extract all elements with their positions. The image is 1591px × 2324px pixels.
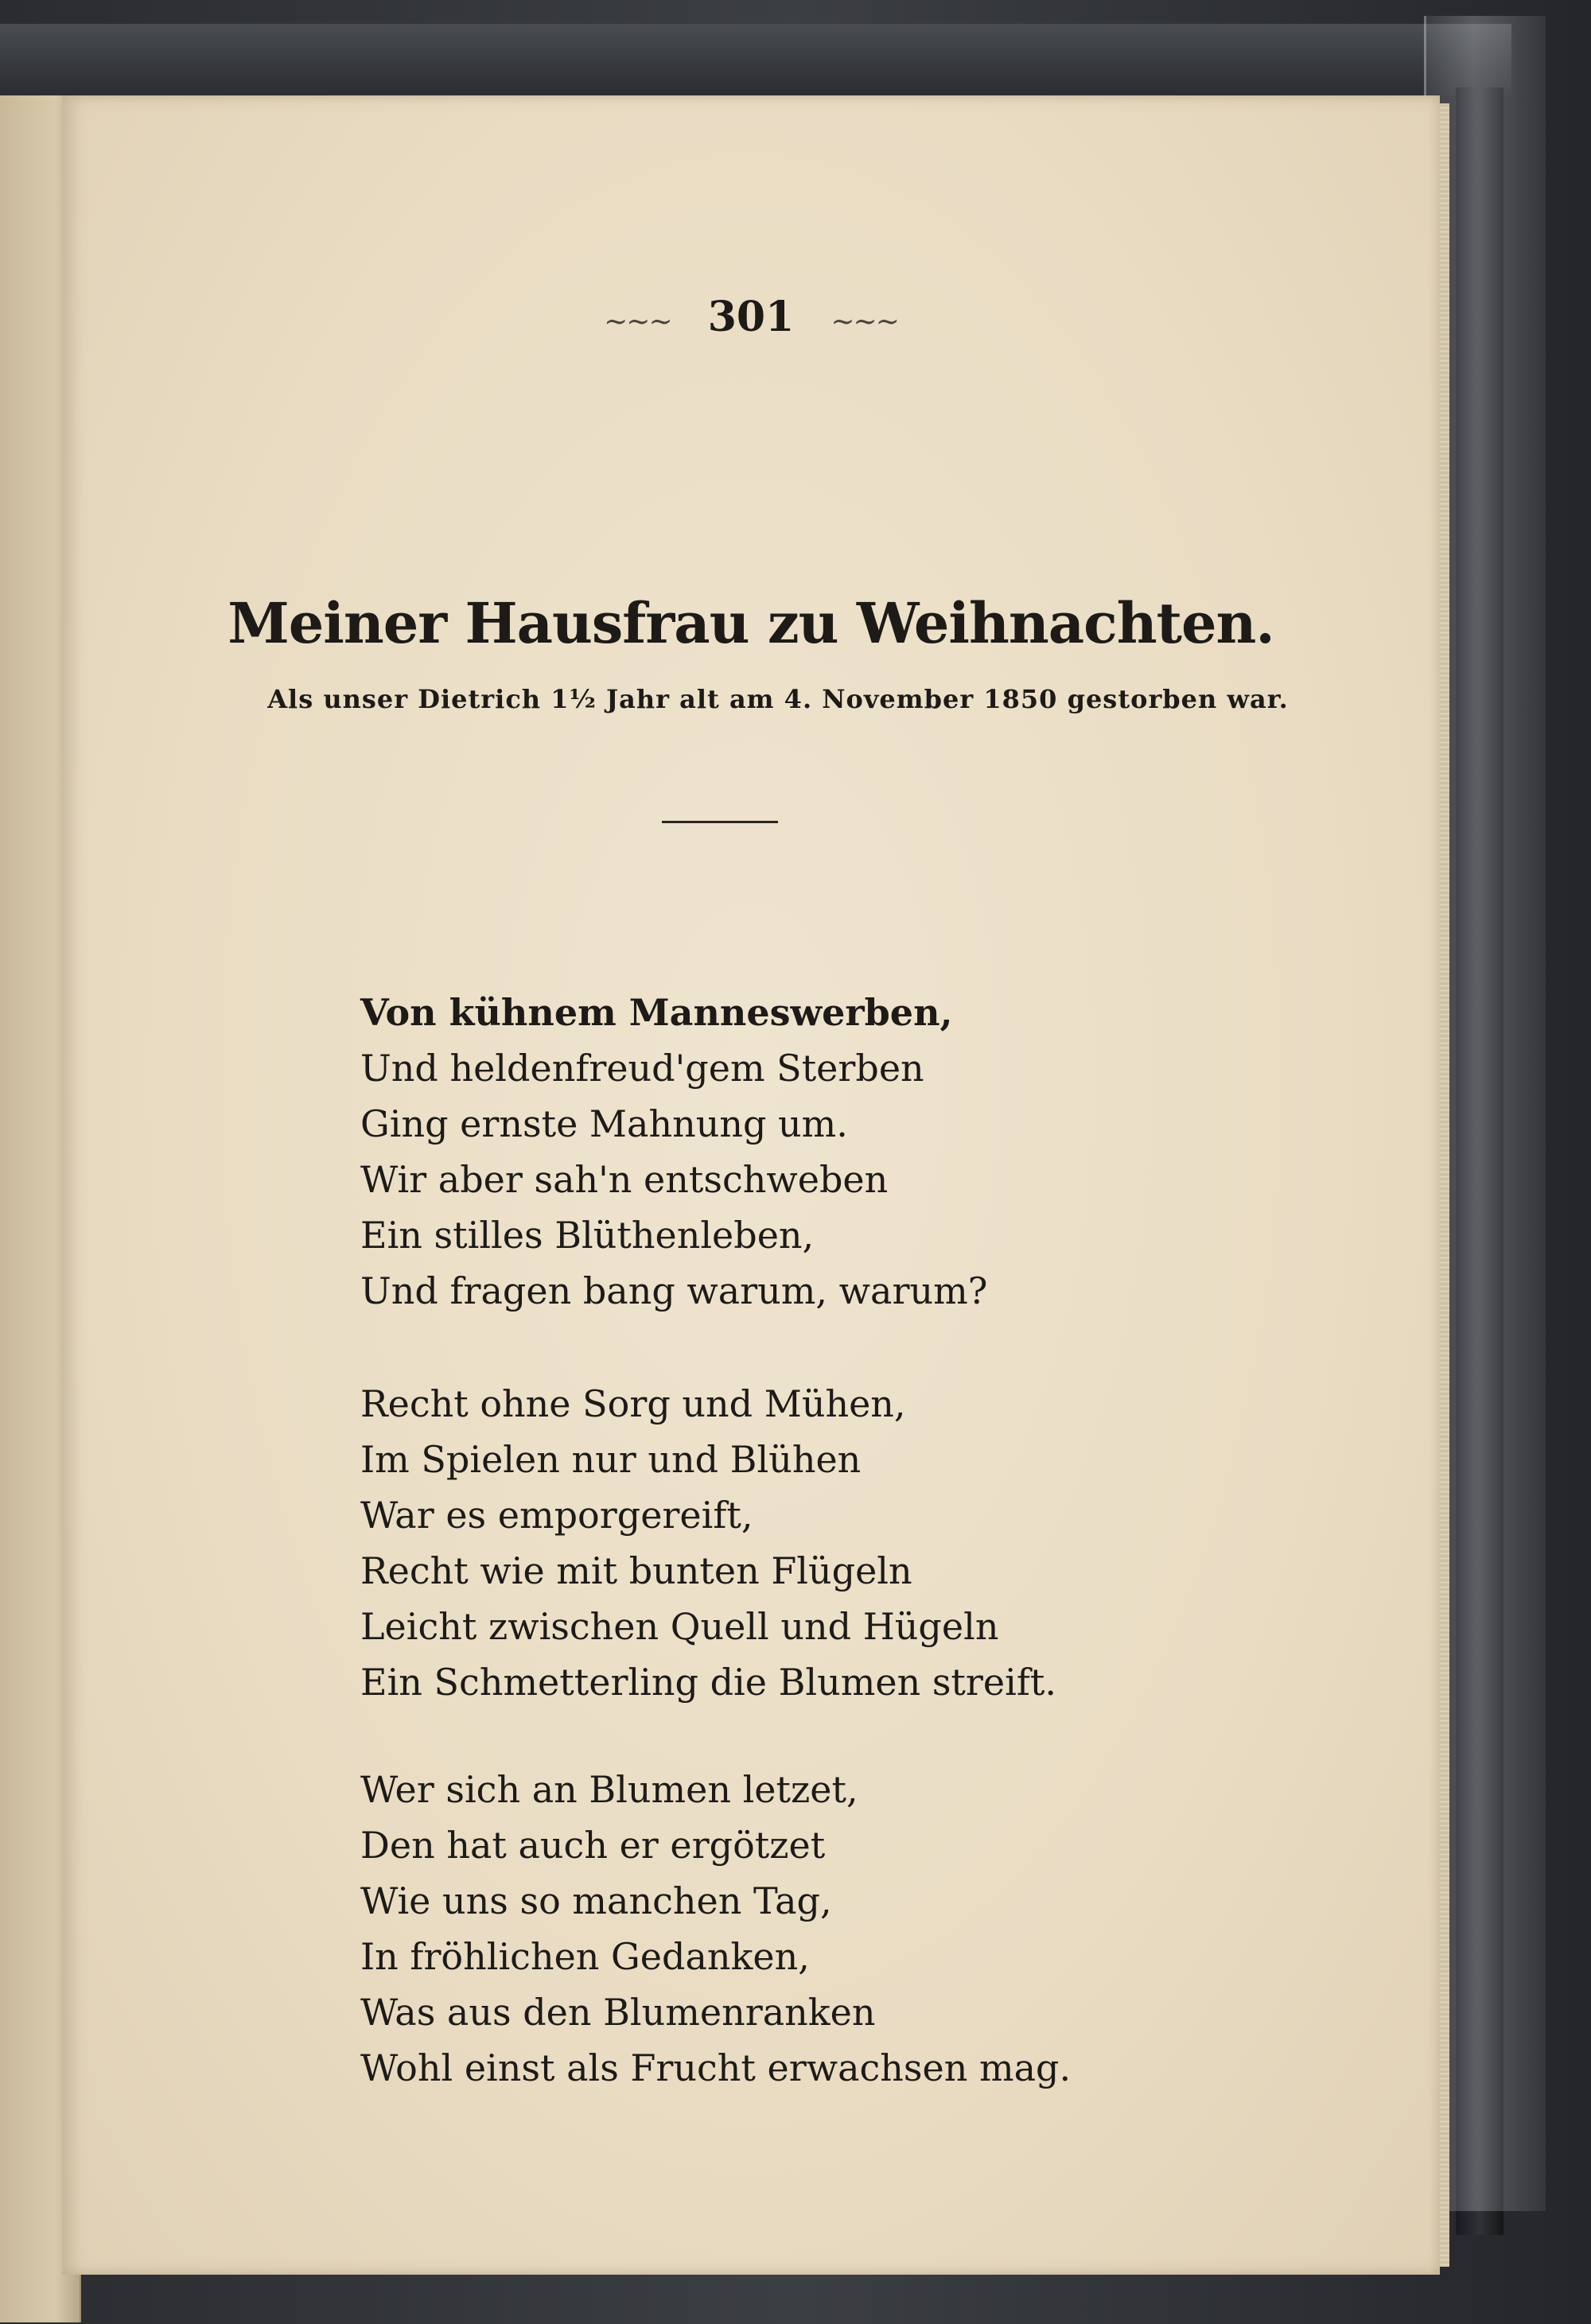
- verse-line: In fröhlichen Gedanken,: [360, 1935, 810, 1978]
- verse-line: Wie uns so manchen Tag,: [360, 1879, 832, 1922]
- cover-top-edge: [0, 24, 1511, 95]
- stanza-1: [360, 985, 1315, 1319]
- verse-line: Wohl einst als Frucht erwachsen mag.: [360, 2046, 1072, 2089]
- verse-line: Leicht zwischen Quell und Hügeln: [360, 1605, 999, 1648]
- book-page: [62, 95, 1440, 2275]
- stanza-2: [360, 1376, 1315, 1710]
- verse-line: Und heldenfreud'gem Sterben: [360, 1047, 924, 1090]
- poem-title: Meiner Hausfrau zu Weihnachten.: [228, 590, 1274, 656]
- title-divider: [662, 821, 778, 823]
- verse-line: Von kühnem Manneswerben,: [360, 991, 953, 1034]
- verse-line: Was aus den Blumenranken: [360, 1991, 876, 2034]
- page-header: [62, 293, 1440, 341]
- page-number: 301: [707, 293, 795, 341]
- verse-line: Recht ohne Sorg und Mühen,: [360, 1382, 906, 1425]
- verse-line: Ein stilles Blüthenleben,: [360, 1214, 815, 1257]
- stanza-3: [360, 1762, 1315, 2096]
- verse-line: Den hat auch er ergötzet: [360, 1824, 826, 1867]
- verse-line: Ein Schmetterling die Blumen streift.: [360, 1661, 1056, 1704]
- verse-line: Wer sich an Blumen letzet,: [360, 1768, 858, 1811]
- verse-line: Recht wie mit bunten Flügeln: [360, 1549, 912, 1592]
- verse-line: Wir aber sah'n entschweben: [360, 1158, 889, 1201]
- verse-line: Im Spielen nur und Blühen: [360, 1438, 862, 1481]
- verse-line: Ging ernste Mahnung um.: [360, 1102, 848, 1145]
- verse-line: Und fragen bang warum, warum?: [360, 1269, 988, 1312]
- page-stack-edge: [1438, 103, 1449, 2267]
- header-ornament-right: ~~~: [831, 305, 898, 338]
- header-ornament-left: ~~~: [604, 305, 671, 338]
- poem-subtitle: Als unser Dietrich 1½ Jahr alt am 4. November 1850 gestorben war.: [267, 684, 1289, 714]
- verse-line: War es emporgereift,: [360, 1494, 753, 1537]
